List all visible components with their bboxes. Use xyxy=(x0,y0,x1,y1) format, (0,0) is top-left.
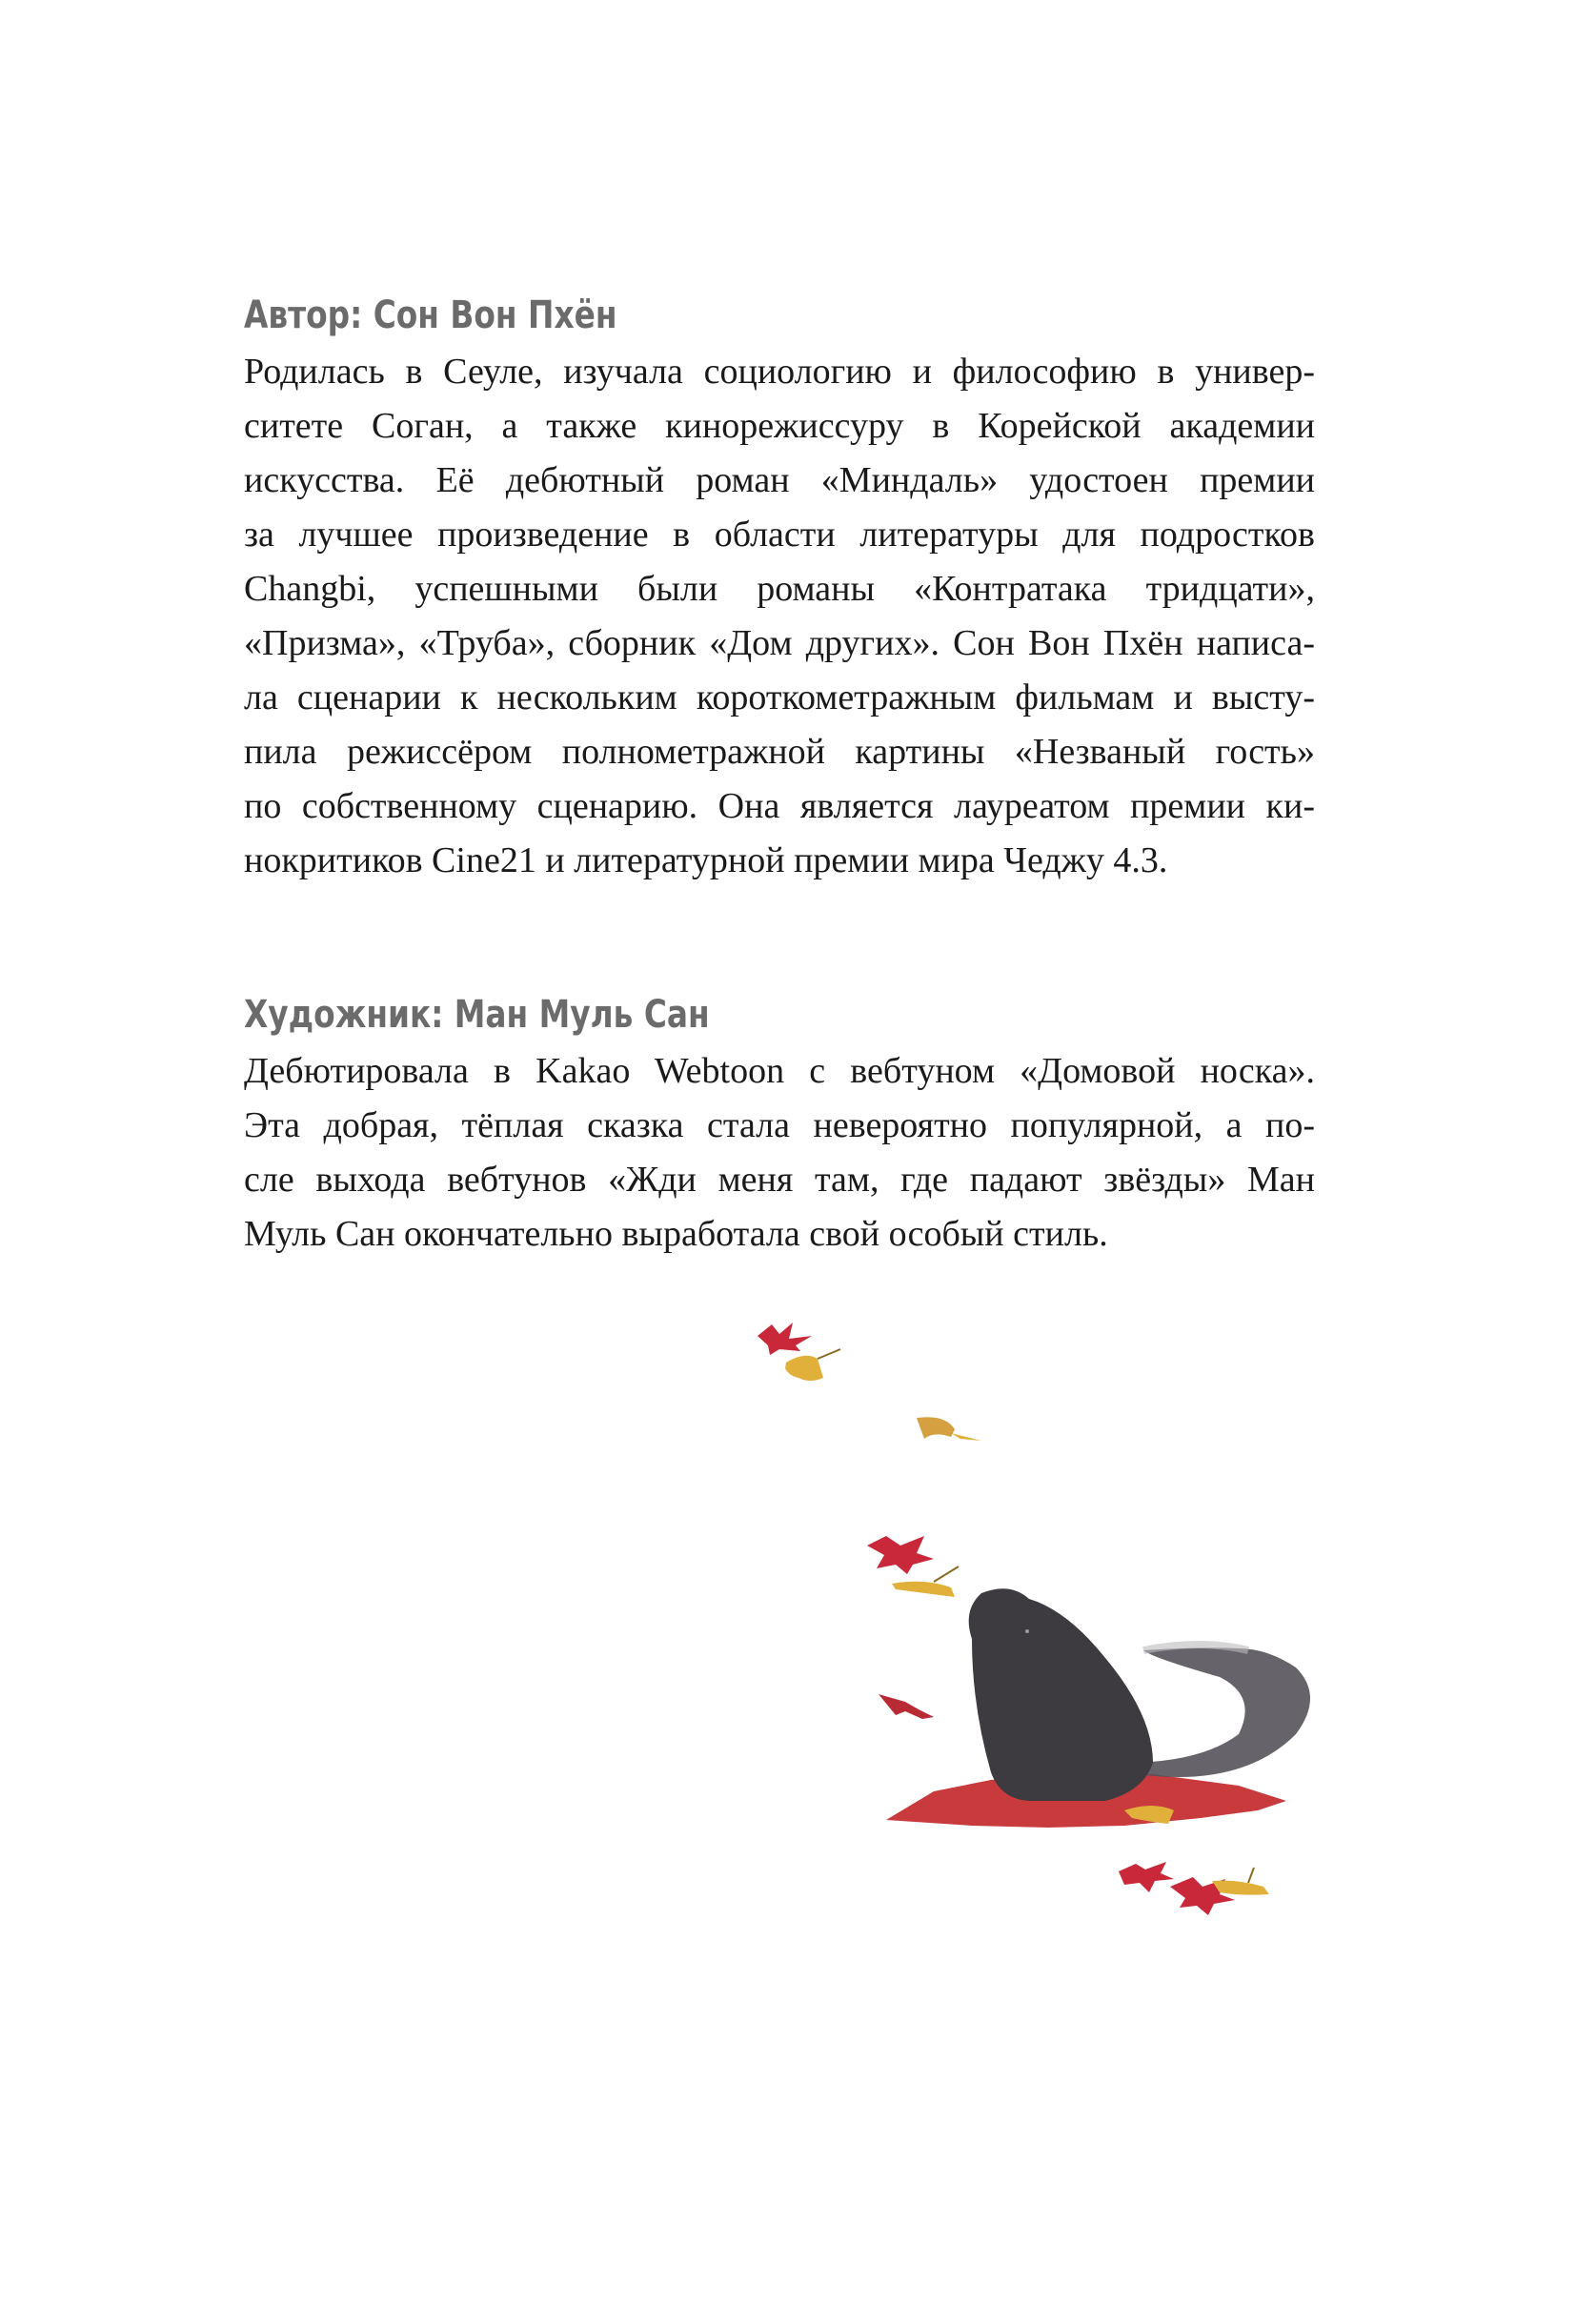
bio-line: «Призма», «Труба», сборник «Дом других». Сон Вон Пхён написа- xyxy=(244,623,1315,663)
ginkgo-leaf-icon xyxy=(1212,1868,1269,1895)
maple-leaf-icon xyxy=(1119,1862,1174,1892)
bio-line: сле выхода вебтунов «Жди меня там, где падают звёзды» Ман xyxy=(244,1160,1315,1200)
bio-line: ла сценарии к нескольким короткометражным фильмам и высту- xyxy=(244,677,1315,717)
artist-bio xyxy=(244,1044,1315,1262)
bio-line: Муль Сан окончательно выработала свой особый стиль. xyxy=(244,1214,1108,1254)
bio-line: по собственному сценарию. Она является лауреатом премии ки- xyxy=(244,786,1315,826)
ginkgo-leaf-icon xyxy=(785,1349,840,1381)
maple-leaf-icon xyxy=(867,1536,934,1574)
bio-line: пила режиссёром полнометражной картины «Незваный гость» xyxy=(244,732,1315,772)
bio-line: искусства. Её дебютный роман «Миндаль» удостоен премии xyxy=(244,460,1315,500)
cat-body xyxy=(969,1588,1153,1801)
cat-illustration xyxy=(705,1296,1391,2319)
bio-line: ситете Соган, а также кинорежиссуру в Корейской академии xyxy=(244,406,1315,446)
bio-line: Эта добрая, тёплая сказка стала невероятно популярной, а по- xyxy=(244,1105,1315,1145)
bio-line: нокритиков Cine21 и литературной премии мира Чеджу 4.3. xyxy=(244,840,1168,880)
bio-line: Родилась в Сеуле, изучала социологию и философию в универ- xyxy=(244,352,1315,392)
author-bio xyxy=(244,345,1315,888)
bio-line: Дебютировала в Kakao Webtoon с вебтуном «Домовой носка». xyxy=(244,1051,1315,1091)
maple-leaf-icon xyxy=(758,1323,812,1355)
ginkgo-leaf-icon xyxy=(917,1417,981,1441)
maple-leaf-icon xyxy=(879,1694,934,1719)
bio-line: Changbi, успешными были романы «Контратака тридцати», xyxy=(244,569,1315,609)
bio-line: за лучшее произведение в области литературы для подростков xyxy=(244,515,1315,555)
author-heading: Автор: Сон Вон Пхён xyxy=(244,293,617,337)
ginkgo-leaf-icon xyxy=(892,1566,959,1597)
artist-heading: Художник: Ман Муль Сан xyxy=(244,993,710,1037)
